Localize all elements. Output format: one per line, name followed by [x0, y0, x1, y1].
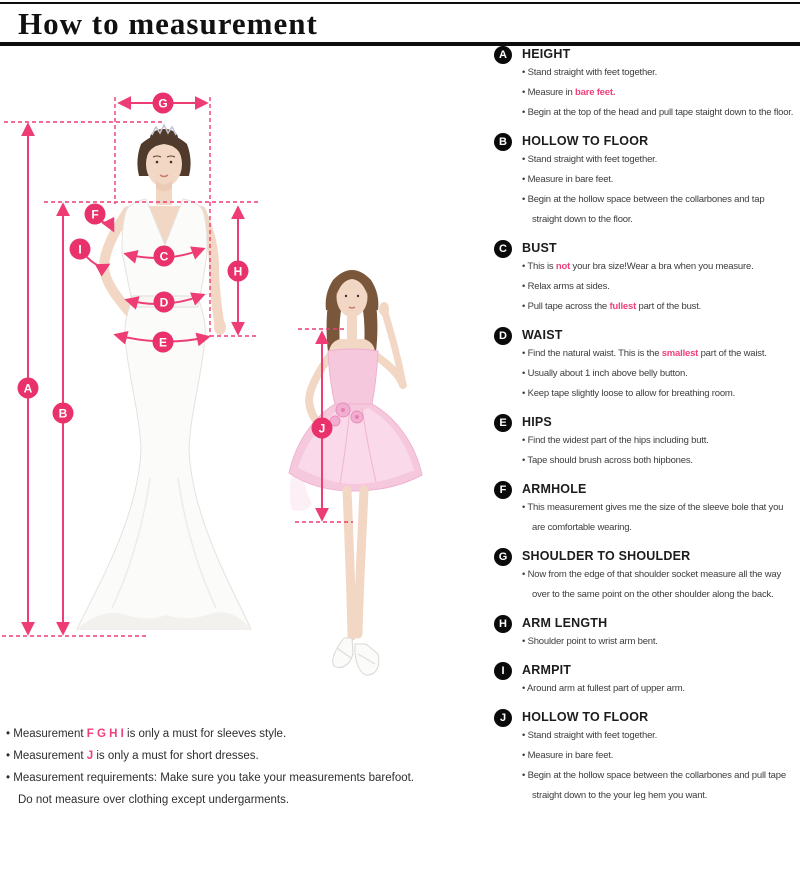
bullet-dot: • — [522, 87, 528, 98]
text-segment: Relax arms at sides. — [527, 281, 610, 292]
text-segment: Measure in bare feet. — [527, 174, 614, 185]
text-segment: your bra size!Wear a bra when you measure. — [570, 261, 754, 272]
bullet-item — [522, 190, 794, 230]
section-body — [522, 326, 794, 404]
bullet-dot: • — [6, 750, 14, 762]
label-B — [53, 403, 74, 424]
text-segment: Pull tape across the — [527, 301, 610, 312]
bullet-dot: • — [522, 348, 528, 359]
text-segment: Around arm at fullest part of upper arm. — [527, 683, 685, 694]
text-segment: Do not measure over clothing except undergarments. — [18, 794, 290, 806]
bullet-item — [522, 726, 794, 746]
bullet-dot: • — [522, 750, 528, 761]
measurement-section-b — [494, 132, 794, 230]
section-body — [522, 547, 794, 605]
text-segment: Shoulder point to wrist arm bent. — [527, 636, 658, 647]
measurement-section-d — [494, 326, 794, 404]
bullet-dot: • — [522, 730, 528, 741]
measurement-section-j — [494, 708, 794, 806]
section-body — [522, 661, 794, 699]
bullet-item — [522, 150, 794, 170]
svg-text:F: F — [91, 207, 99, 222]
bullet-dot: • — [522, 301, 528, 312]
bullet-item — [522, 384, 794, 404]
text-segment: Find the natural waist. This is the — [527, 348, 662, 359]
section-title: ARMPIT — [522, 663, 572, 677]
label-J — [312, 418, 333, 439]
text-segment: Stand straight with feet together. — [527, 67, 658, 78]
label-H — [228, 261, 249, 282]
label-A — [18, 378, 39, 399]
svg-text:D: D — [159, 295, 169, 310]
text-segment: part of the waist. — [698, 348, 767, 359]
letter-badge-f: F — [494, 481, 512, 499]
bullet-dot: • — [522, 281, 528, 292]
letter-badge-g: G — [494, 548, 512, 566]
highlighted-text: J — [86, 750, 94, 762]
highlighted-text: fullest — [609, 301, 637, 312]
label-G — [153, 93, 174, 114]
text-segment: is only a must for short dresses. — [93, 750, 259, 762]
bullet-dot: • — [522, 154, 528, 165]
bullet-dot: • — [522, 770, 528, 781]
section-title: HEIGHT — [522, 47, 571, 61]
bullet-dot: • — [522, 368, 528, 379]
text-segment: Now from the edge of that shoulder socket measure all the way over to the same point on the other shoulder along the back. — [527, 569, 781, 600]
bullet-item — [522, 746, 794, 766]
text-segment: Measure in — [527, 87, 576, 98]
bullet-item — [522, 103, 794, 123]
bullet-dot: • — [522, 569, 528, 580]
text-segment: Usually about 1 inch above belly button. — [527, 368, 688, 379]
bullet-dot: • — [522, 194, 528, 205]
text-segment: part of the bust. — [636, 301, 702, 312]
bullet-dot: • — [522, 636, 528, 647]
measurement-instructions — [494, 45, 794, 815]
note-item — [6, 723, 484, 745]
section-body — [522, 480, 794, 538]
bullet-item — [522, 63, 794, 83]
svg-text:C: C — [159, 249, 169, 264]
section-title: ARM LENGTH — [522, 616, 608, 630]
bullet-dot: • — [522, 261, 528, 272]
section-body — [522, 239, 794, 317]
bullet-dot: • — [522, 174, 528, 185]
svg-text:A: A — [23, 381, 33, 396]
note-item — [6, 789, 484, 811]
letter-badge-c: C — [494, 240, 512, 258]
measurement-section-f — [494, 480, 794, 538]
highlighted-text: not — [555, 261, 571, 272]
note-item — [6, 767, 484, 789]
text-segment: Begin at the hollow space between the collarbones and tap straight down to the floor. — [527, 194, 765, 225]
section-body — [522, 413, 794, 471]
section-body — [522, 614, 794, 652]
svg-text:B: B — [58, 406, 68, 421]
section-body — [522, 45, 794, 123]
text-segment: Stand straight with feet together. — [527, 154, 658, 165]
bullet-dot: • — [522, 435, 528, 446]
section-title: SHOULDER TO SHOULDER — [522, 549, 691, 563]
bullet-dot: • — [522, 107, 528, 118]
page-title: How to measurement — [18, 6, 318, 41]
section-title: HOLLOW TO FLOOR — [522, 710, 649, 724]
section-title: HOLLOW TO FLOOR — [522, 134, 649, 148]
text-segment: is only a must for sleeves style. — [123, 728, 287, 740]
text-segment: Begin at the hollow space between the collarbones and pull tape straight down to the your leg hem you want. — [527, 770, 786, 801]
section-title: ARMHOLE — [522, 482, 587, 496]
text-segment: Measure in bare feet. — [527, 750, 614, 761]
bullet-item — [522, 632, 794, 652]
svg-text:H: H — [233, 264, 243, 279]
measurement-section-c — [494, 239, 794, 317]
measurement-section-a — [494, 45, 794, 123]
bullet-dot: • — [6, 728, 14, 740]
letter-badge-j: J — [494, 709, 512, 727]
section-body — [522, 132, 794, 230]
bullet-item — [522, 170, 794, 190]
bullet-dot: • — [522, 388, 528, 399]
text-segment: Measurement requirements: Make sure you take your measurements barefoot. — [13, 772, 415, 784]
bullet-item — [522, 451, 794, 471]
section-title: BUST — [522, 241, 557, 255]
note-item — [6, 745, 484, 767]
label-E — [153, 332, 174, 353]
bullet-item — [522, 565, 794, 605]
arrow-F-armhole — [100, 221, 113, 230]
letter-badge-h: H — [494, 615, 512, 633]
measurement-figure — [0, 48, 490, 698]
measurement-notes — [6, 723, 484, 811]
bullet-dot: • — [522, 67, 528, 78]
text-segment: Keep tape slightly loose to allow for breathing room. — [527, 388, 736, 399]
bullet-item — [522, 498, 794, 538]
letter-badge-e: E — [494, 414, 512, 432]
svg-text:I: I — [78, 242, 82, 257]
measurement-section-h — [494, 614, 794, 652]
bullet-dot: • — [522, 683, 528, 694]
svg-text:G: G — [158, 96, 168, 111]
text-segment: Measurement — [13, 728, 87, 740]
highlighted-text: smallest — [661, 348, 699, 359]
measurement-section-e — [494, 413, 794, 471]
bullet-dot: • — [522, 455, 528, 466]
measurement-section-i — [494, 661, 794, 699]
bullet-item — [522, 431, 794, 451]
bullet-item — [522, 297, 794, 317]
svg-text:E: E — [158, 335, 168, 350]
label-C — [154, 246, 175, 267]
text-segment: Stand straight with feet together. — [527, 730, 658, 741]
bullet-item — [522, 679, 794, 699]
text-segment: Begin at the top of the head and pull tape staight down to the floor. — [527, 107, 794, 118]
letter-badge-b: B — [494, 133, 512, 151]
section-title: HIPS — [522, 415, 552, 429]
bullet-item — [522, 766, 794, 806]
bullet-item — [522, 344, 794, 364]
text-segment: Tape should brush across both hipbones. — [527, 455, 693, 466]
letter-badge-d: D — [494, 327, 512, 345]
measurement-section-g — [494, 547, 794, 605]
model-right-short-dress — [289, 270, 422, 675]
label-I — [70, 239, 91, 260]
letter-badge-a: A — [494, 46, 512, 64]
bullet-item — [522, 364, 794, 384]
top-border-line — [0, 2, 800, 4]
section-body — [522, 708, 794, 806]
bullet-item — [522, 83, 794, 103]
section-title: WAIST — [522, 328, 563, 342]
label-F — [85, 204, 106, 225]
bullet-dot: • — [6, 772, 14, 784]
svg-text:J: J — [318, 421, 326, 436]
text-segment: Find the widest part of the hips including butt. — [527, 435, 709, 446]
text-segment: Measurement — [13, 750, 87, 762]
highlighted-text: F G H I — [86, 728, 124, 740]
bullet-item — [522, 277, 794, 297]
bullet-dot: • — [522, 502, 528, 513]
bullet-item — [522, 257, 794, 277]
highlighted-text: bare feet. — [575, 87, 616, 98]
text-segment: This measurement gives me the size of the sleeve bole that you are comfortable wearing. — [527, 502, 784, 533]
letter-badge-i: I — [494, 662, 512, 680]
text-segment: This is — [527, 261, 556, 272]
label-D — [154, 292, 175, 313]
model-left-wedding-dress — [77, 125, 251, 629]
